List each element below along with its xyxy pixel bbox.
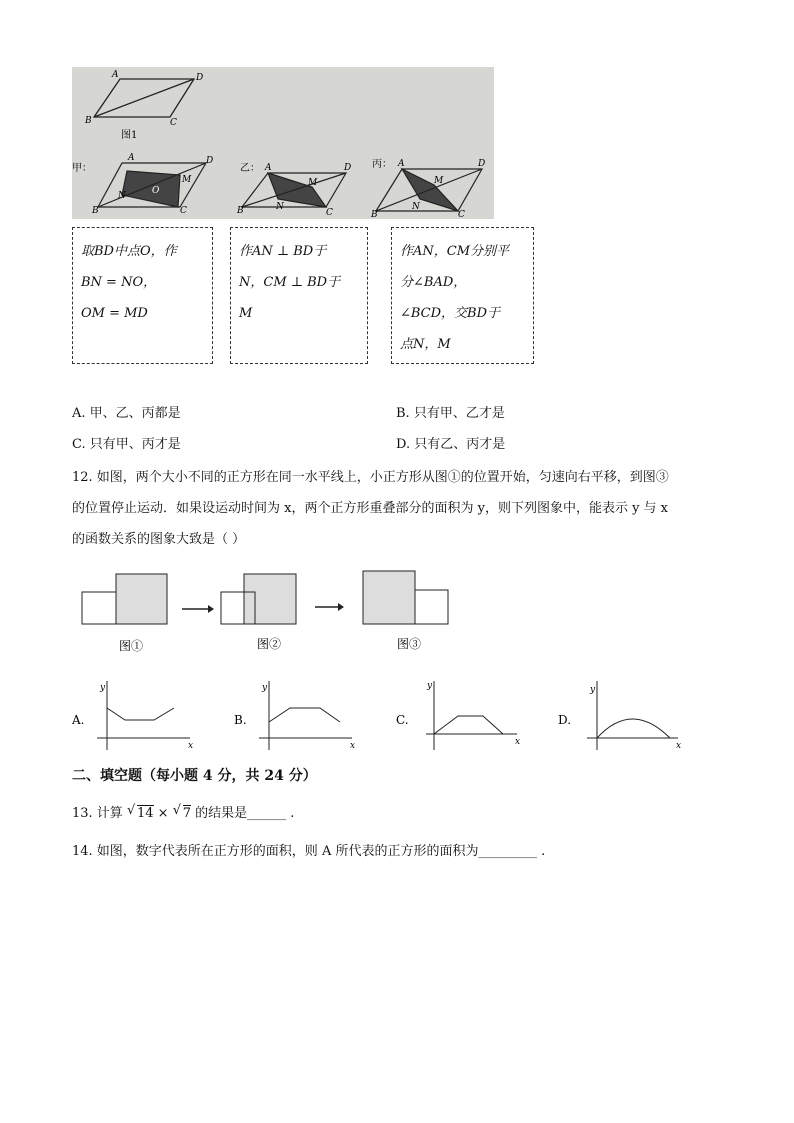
box-line: 分∠BAD， (400, 275, 467, 290)
svg-text:O: O (152, 186, 160, 196)
box-line: 作AN ⊥ BD于 (239, 244, 327, 259)
fig-caption-3: 图③ (397, 637, 422, 651)
svg-text:D: D (206, 156, 214, 166)
geometry-photo-figure (72, 67, 494, 219)
svg-text:x: x (676, 741, 682, 751)
answer-graphs (70, 678, 700, 754)
svg-text:C: C (180, 206, 187, 216)
svg-text:A: A (265, 163, 272, 173)
box-line: OM = MD (81, 306, 148, 321)
svg-text:y: y (590, 685, 596, 695)
q12-squares-figure (80, 566, 460, 662)
arrow-head (338, 603, 344, 611)
svg-text:B: B (237, 206, 244, 216)
large-square (116, 574, 167, 624)
yi-label: 乙： (240, 163, 260, 174)
method-box-jia (72, 227, 213, 364)
svg-text:y: y (427, 681, 433, 691)
option-d: D. 只有乙、丙才是 (396, 437, 506, 452)
fig-caption-1: 图① (119, 639, 144, 653)
q12-line: 的位置停止运动．如果设运动时间为 x，两个正方形重叠部分的面积为 y，则下列图象中，能表示 y 与 x (72, 501, 669, 516)
svg-text:N: N (276, 202, 284, 212)
svg-text:C: C (326, 208, 333, 218)
q13-text (72, 802, 294, 821)
option-a: A. 甲、乙、丙都是 (72, 406, 181, 421)
small-square (415, 590, 448, 624)
sliding-squares (80, 566, 460, 658)
fig1-point-c: C (170, 118, 177, 128)
svg-text:B: B (92, 206, 99, 216)
q13-suffix: 的结果是______ . (195, 806, 295, 821)
box-line: N，CM ⊥ BD于 (239, 275, 341, 290)
svg-text:A: A (128, 153, 135, 163)
svg-text:B: B (371, 210, 378, 219)
method-box-bing (391, 227, 534, 364)
fig1-point-b: B (85, 116, 92, 126)
graph-label-d: D. (558, 713, 572, 727)
sqrt-7: √ 7 (172, 803, 191, 821)
svg-text:D: D (344, 163, 352, 173)
large-square (363, 571, 415, 624)
svg-text:M: M (182, 175, 192, 185)
q12-line: 12. 如图，两个大小不同的正方形在同一水平线上，小正方形从图①的位置开始，匀速向右平移，到图③ (72, 470, 669, 485)
svg-text:D: D (478, 159, 486, 169)
graph-label-a: A. (72, 713, 85, 727)
fig-caption-2: 图② (257, 637, 282, 651)
svg-text:y: y (100, 683, 106, 693)
svg-text:A: A (398, 159, 405, 169)
method-box-yi (230, 227, 368, 364)
figure-yi (242, 173, 346, 207)
jia-label: 甲： (72, 163, 92, 174)
svg-text:x: x (350, 741, 356, 751)
svg-text:N: N (118, 191, 126, 201)
box-line: BN = NO， (81, 275, 157, 290)
fig1-caption: 图1 (121, 130, 138, 141)
q13-prefix: 13. 计算 (72, 806, 127, 821)
sqrt-14: √ 14 (126, 803, 154, 821)
svg-text:M: M (308, 178, 318, 188)
q12-text (72, 462, 732, 555)
graph-label-c: C. (396, 713, 409, 727)
parallelogram-figures (72, 67, 494, 219)
option-b: B. 只有甲、乙才是 (396, 406, 505, 421)
svg-text:C: C (458, 210, 465, 219)
fig1-point-d: D (196, 73, 204, 83)
figure-bing (376, 169, 482, 211)
option-c: C. 只有甲、丙才是 (72, 437, 181, 452)
figure-jia (98, 163, 206, 207)
q12-answer-graphs (70, 678, 700, 758)
svg-text:x: x (188, 741, 194, 751)
box-line: ∠BCD，交BD于 (400, 306, 501, 321)
svg-text:x: x (515, 737, 521, 747)
svg-text:N: N (412, 202, 420, 212)
bing-label: 丙： (372, 159, 392, 170)
arrow-head (208, 605, 214, 613)
small-square (82, 592, 116, 624)
box-line: 取BD中点O，作 (81, 244, 177, 259)
svg-text:y: y (262, 683, 268, 693)
box-line: 作AN，CM分别平 (400, 244, 510, 259)
figure-1 (94, 79, 194, 117)
section-title: 二、填空题（每小题 4 分，共 24 分） (72, 768, 317, 784)
box-line: 点N，M (400, 337, 451, 352)
q14-text: 14. 如图，数字代表所在正方形的面积，则 A 所代表的正方形的面积为_________ . (72, 844, 546, 859)
graph-label-b: B. (234, 713, 247, 727)
q12-line: 的函数关系的图象大致是（ ） (72, 532, 246, 547)
svg-text:M: M (434, 176, 444, 186)
fig1-point-a: A (112, 70, 119, 80)
large-square (244, 574, 296, 624)
box-line: M (239, 306, 253, 321)
q13-times: × (157, 806, 169, 821)
